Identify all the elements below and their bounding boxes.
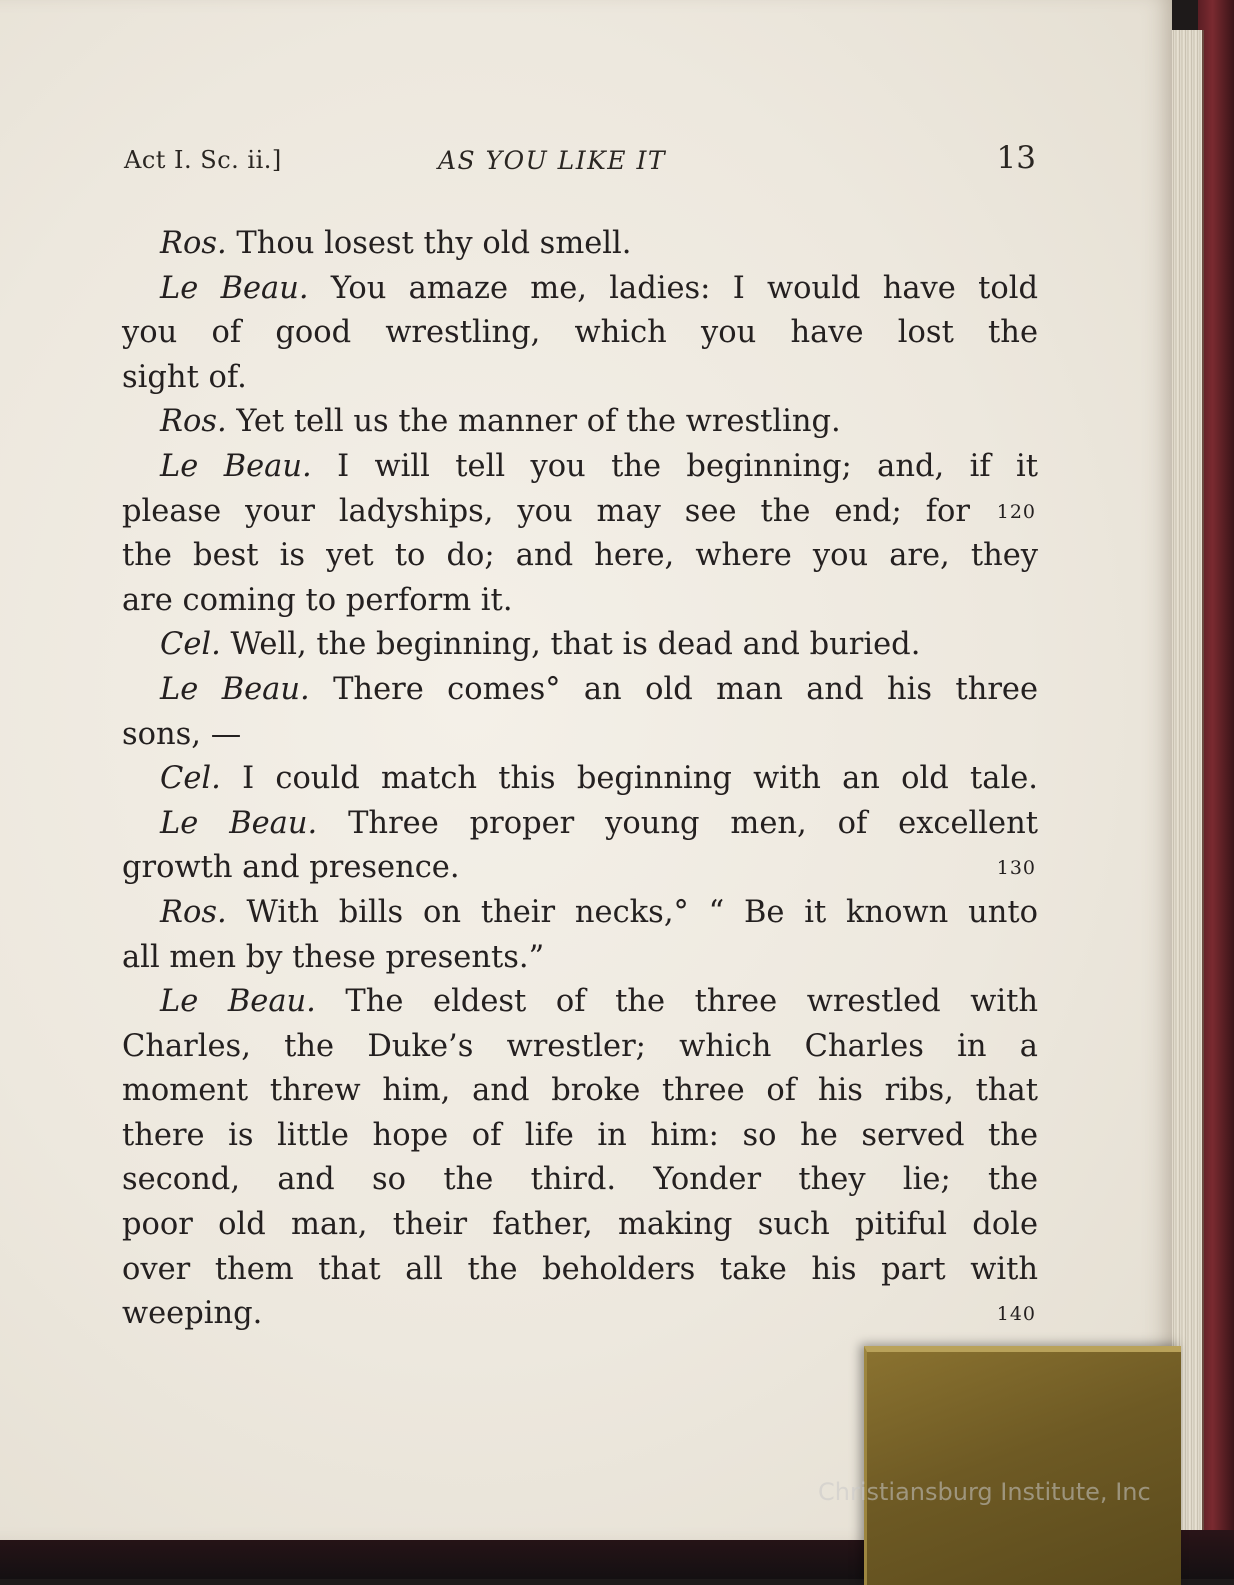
line-text: you of good wrestling, which you have lost the	[122, 315, 1038, 351]
act-scene-reference: Act I. Sc. ii.]	[124, 146, 282, 174]
text-line	[122, 623, 1038, 668]
line-text: weeping.	[122, 1296, 263, 1332]
line-text: There comes° an old man and his three	[333, 671, 1039, 707]
line-number: 120	[996, 500, 1036, 523]
line-text: Yet tell us the manner of the wrestling.	[236, 404, 841, 440]
text-line	[122, 1069, 1038, 1114]
line-text: Charles, the Duke’s wrestler; which Charles in a	[122, 1028, 1038, 1064]
page-edges	[1168, 30, 1204, 1535]
play-text	[122, 222, 1038, 1337]
text-line	[122, 579, 1038, 624]
running-head	[124, 138, 1036, 182]
text-line	[122, 311, 1038, 356]
line-text: I could match this beginning with an old tale.	[242, 761, 1038, 797]
line-text: moment threw him, and broke three of his ribs, that	[122, 1073, 1038, 1109]
text-line	[122, 1248, 1038, 1293]
line-text: Three proper young men, of excellent	[348, 805, 1039, 841]
line-text: The eldest of the three wrestled with	[345, 984, 1038, 1020]
line-text: Thou losest thy old smell.	[236, 226, 632, 261]
line-text: With bills on their necks,° “ Be it known unto	[246, 894, 1038, 930]
text-line	[122, 713, 1038, 758]
text-line	[122, 1114, 1038, 1159]
line-text: I will tell you the beginning; and, if it	[337, 448, 1039, 484]
text-line	[122, 936, 1038, 981]
text-line	[122, 356, 1038, 401]
line-text: You amaze me, ladies: I would have told	[330, 270, 1039, 306]
speaker-name: Le Beau.	[160, 805, 318, 841]
speaker-name: Cel.	[160, 627, 221, 663]
line-number: 130	[996, 857, 1036, 880]
page-number: 13	[996, 140, 1036, 176]
text-line	[122, 267, 1038, 312]
speaker-name: Le Beau.	[160, 448, 312, 484]
bookmark-tab	[864, 1346, 1181, 1585]
speaker-name: Le Beau.	[160, 984, 316, 1020]
line-text: are coming to perform it.	[122, 582, 513, 618]
line-text: there is little hope of life in him: so he served the	[122, 1117, 1038, 1153]
play-title: AS YOU LIKE IT	[438, 146, 667, 175]
line-text: Well, the beginning, that is dead and buried.	[230, 627, 921, 663]
text-line	[122, 891, 1038, 936]
speaker-name: Ros.	[160, 404, 227, 440]
line-text: sight of.	[122, 359, 247, 395]
text-line	[122, 400, 1038, 445]
speaker-name: Ros.	[160, 226, 227, 261]
line-text: please your ladyships, you may see the end; for	[122, 493, 970, 529]
text-line	[122, 668, 1038, 713]
text-line	[122, 1025, 1038, 1070]
speaker-name: Ros.	[160, 894, 227, 930]
text-line	[122, 802, 1038, 847]
line-number: 140	[996, 1303, 1036, 1326]
text-line	[122, 490, 1038, 535]
watermark: Christiansburg Institute, Inc	[818, 1478, 1151, 1506]
line-text: over them that all the beholders take his part with	[122, 1251, 1038, 1287]
line-text: the best is yet to do; and here, where you are, they	[122, 538, 1038, 574]
speaker-name: Le Beau.	[160, 270, 309, 306]
text-line	[122, 757, 1038, 802]
line-text: growth and presence.	[122, 850, 460, 886]
text-line	[122, 846, 1038, 891]
text-line	[122, 534, 1038, 579]
speaker-name: Le Beau.	[160, 671, 310, 707]
line-text: poor old man, their father, making such pitiful dole	[122, 1207, 1038, 1243]
line-text: all men by these presents.”	[122, 939, 545, 975]
line-text: second, and so the third. Yonder they lie; the	[122, 1162, 1038, 1198]
text-line	[122, 222, 1038, 267]
text-line	[122, 1292, 1038, 1337]
text-line	[122, 980, 1038, 1025]
line-text: sons, —	[122, 716, 242, 752]
speaker-name: Cel.	[160, 761, 221, 797]
text-line	[122, 445, 1038, 490]
text-line	[122, 1158, 1038, 1203]
text-line	[122, 1203, 1038, 1248]
